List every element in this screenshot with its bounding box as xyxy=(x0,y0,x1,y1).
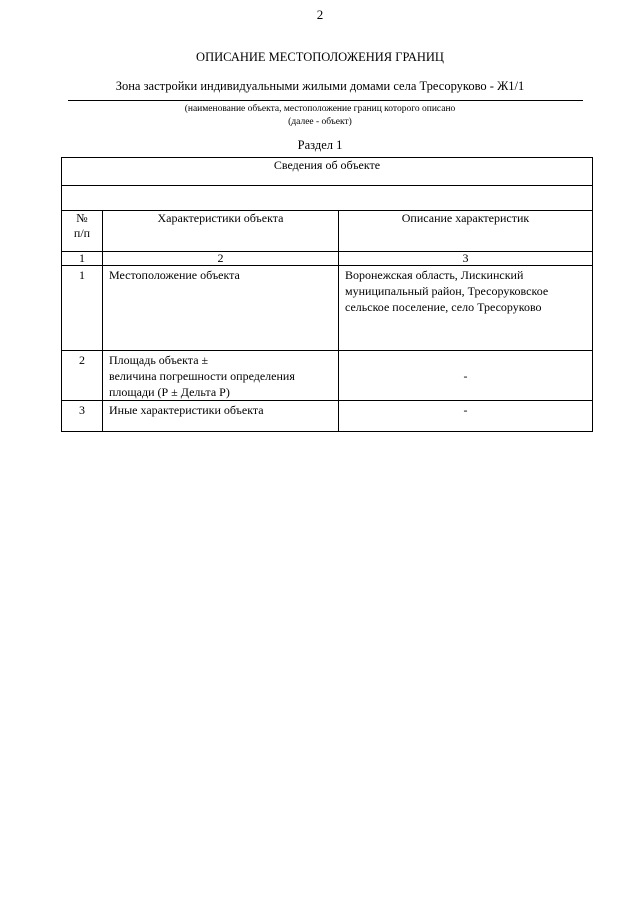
column-header-num-line2: п/п xyxy=(73,226,91,240)
row-description xyxy=(339,266,593,351)
column-number-row xyxy=(62,252,593,266)
object-name: Зона застройки индивидуальными жилыми домами села Тресоруково - Ж1/1 xyxy=(115,79,525,93)
row-characteristic xyxy=(103,401,339,432)
row-description: - xyxy=(339,401,593,432)
row-number: 2 xyxy=(62,351,103,401)
table-row xyxy=(62,401,593,432)
row-characteristic xyxy=(103,351,339,401)
table-blank-row xyxy=(62,186,593,211)
page-number: 2 xyxy=(316,7,324,22)
row-number: 1 xyxy=(62,266,103,351)
object-name-caption-line2: (далее - объект) xyxy=(288,117,352,127)
column-header-characteristic: Характеристики объекта xyxy=(103,211,339,252)
description-line: Воронежская область, Лискинский xyxy=(345,268,524,282)
row-characteristic xyxy=(103,266,339,351)
characteristic-line: Площадь объекта ± xyxy=(109,353,209,367)
column-header-num-line1: № xyxy=(76,211,88,225)
characteristic-line: Иные характеристики объекта xyxy=(109,403,264,417)
table-row xyxy=(62,351,593,401)
column-header-row xyxy=(62,211,593,252)
column-number-1: 1 xyxy=(62,252,103,266)
characteristic-line: площади (Р ± Дельта Р) xyxy=(109,385,230,399)
object-info-table xyxy=(61,157,593,432)
column-header-description: Описание характеристик xyxy=(339,211,593,252)
document-title: ОПИСАНИЕ МЕСТОПОЛОЖЕНИЯ ГРАНИЦ xyxy=(196,50,444,64)
column-number-2: 2 xyxy=(103,252,339,266)
description-line: сельское поселение, село Тресоруково xyxy=(345,300,542,314)
characteristic-line: величина погрешности определения xyxy=(109,369,295,383)
underline-rule xyxy=(68,100,583,101)
section-label: Раздел 1 xyxy=(297,138,343,152)
table-heading-row xyxy=(62,158,593,186)
characteristic-line: Местоположение объекта xyxy=(109,268,240,282)
row-description: - xyxy=(339,351,593,401)
column-header-num xyxy=(62,211,103,252)
column-number-3: 3 xyxy=(339,252,593,266)
table-heading: Сведения об объекте xyxy=(62,158,593,186)
row-number: 3 xyxy=(62,401,103,432)
blank-cell xyxy=(62,186,593,211)
description-line: муниципальный район, Тресоруковское xyxy=(345,284,549,298)
object-name-caption-line1: (наименование объекта, местоположение границ которого описано xyxy=(184,104,456,114)
table-row xyxy=(62,266,593,351)
